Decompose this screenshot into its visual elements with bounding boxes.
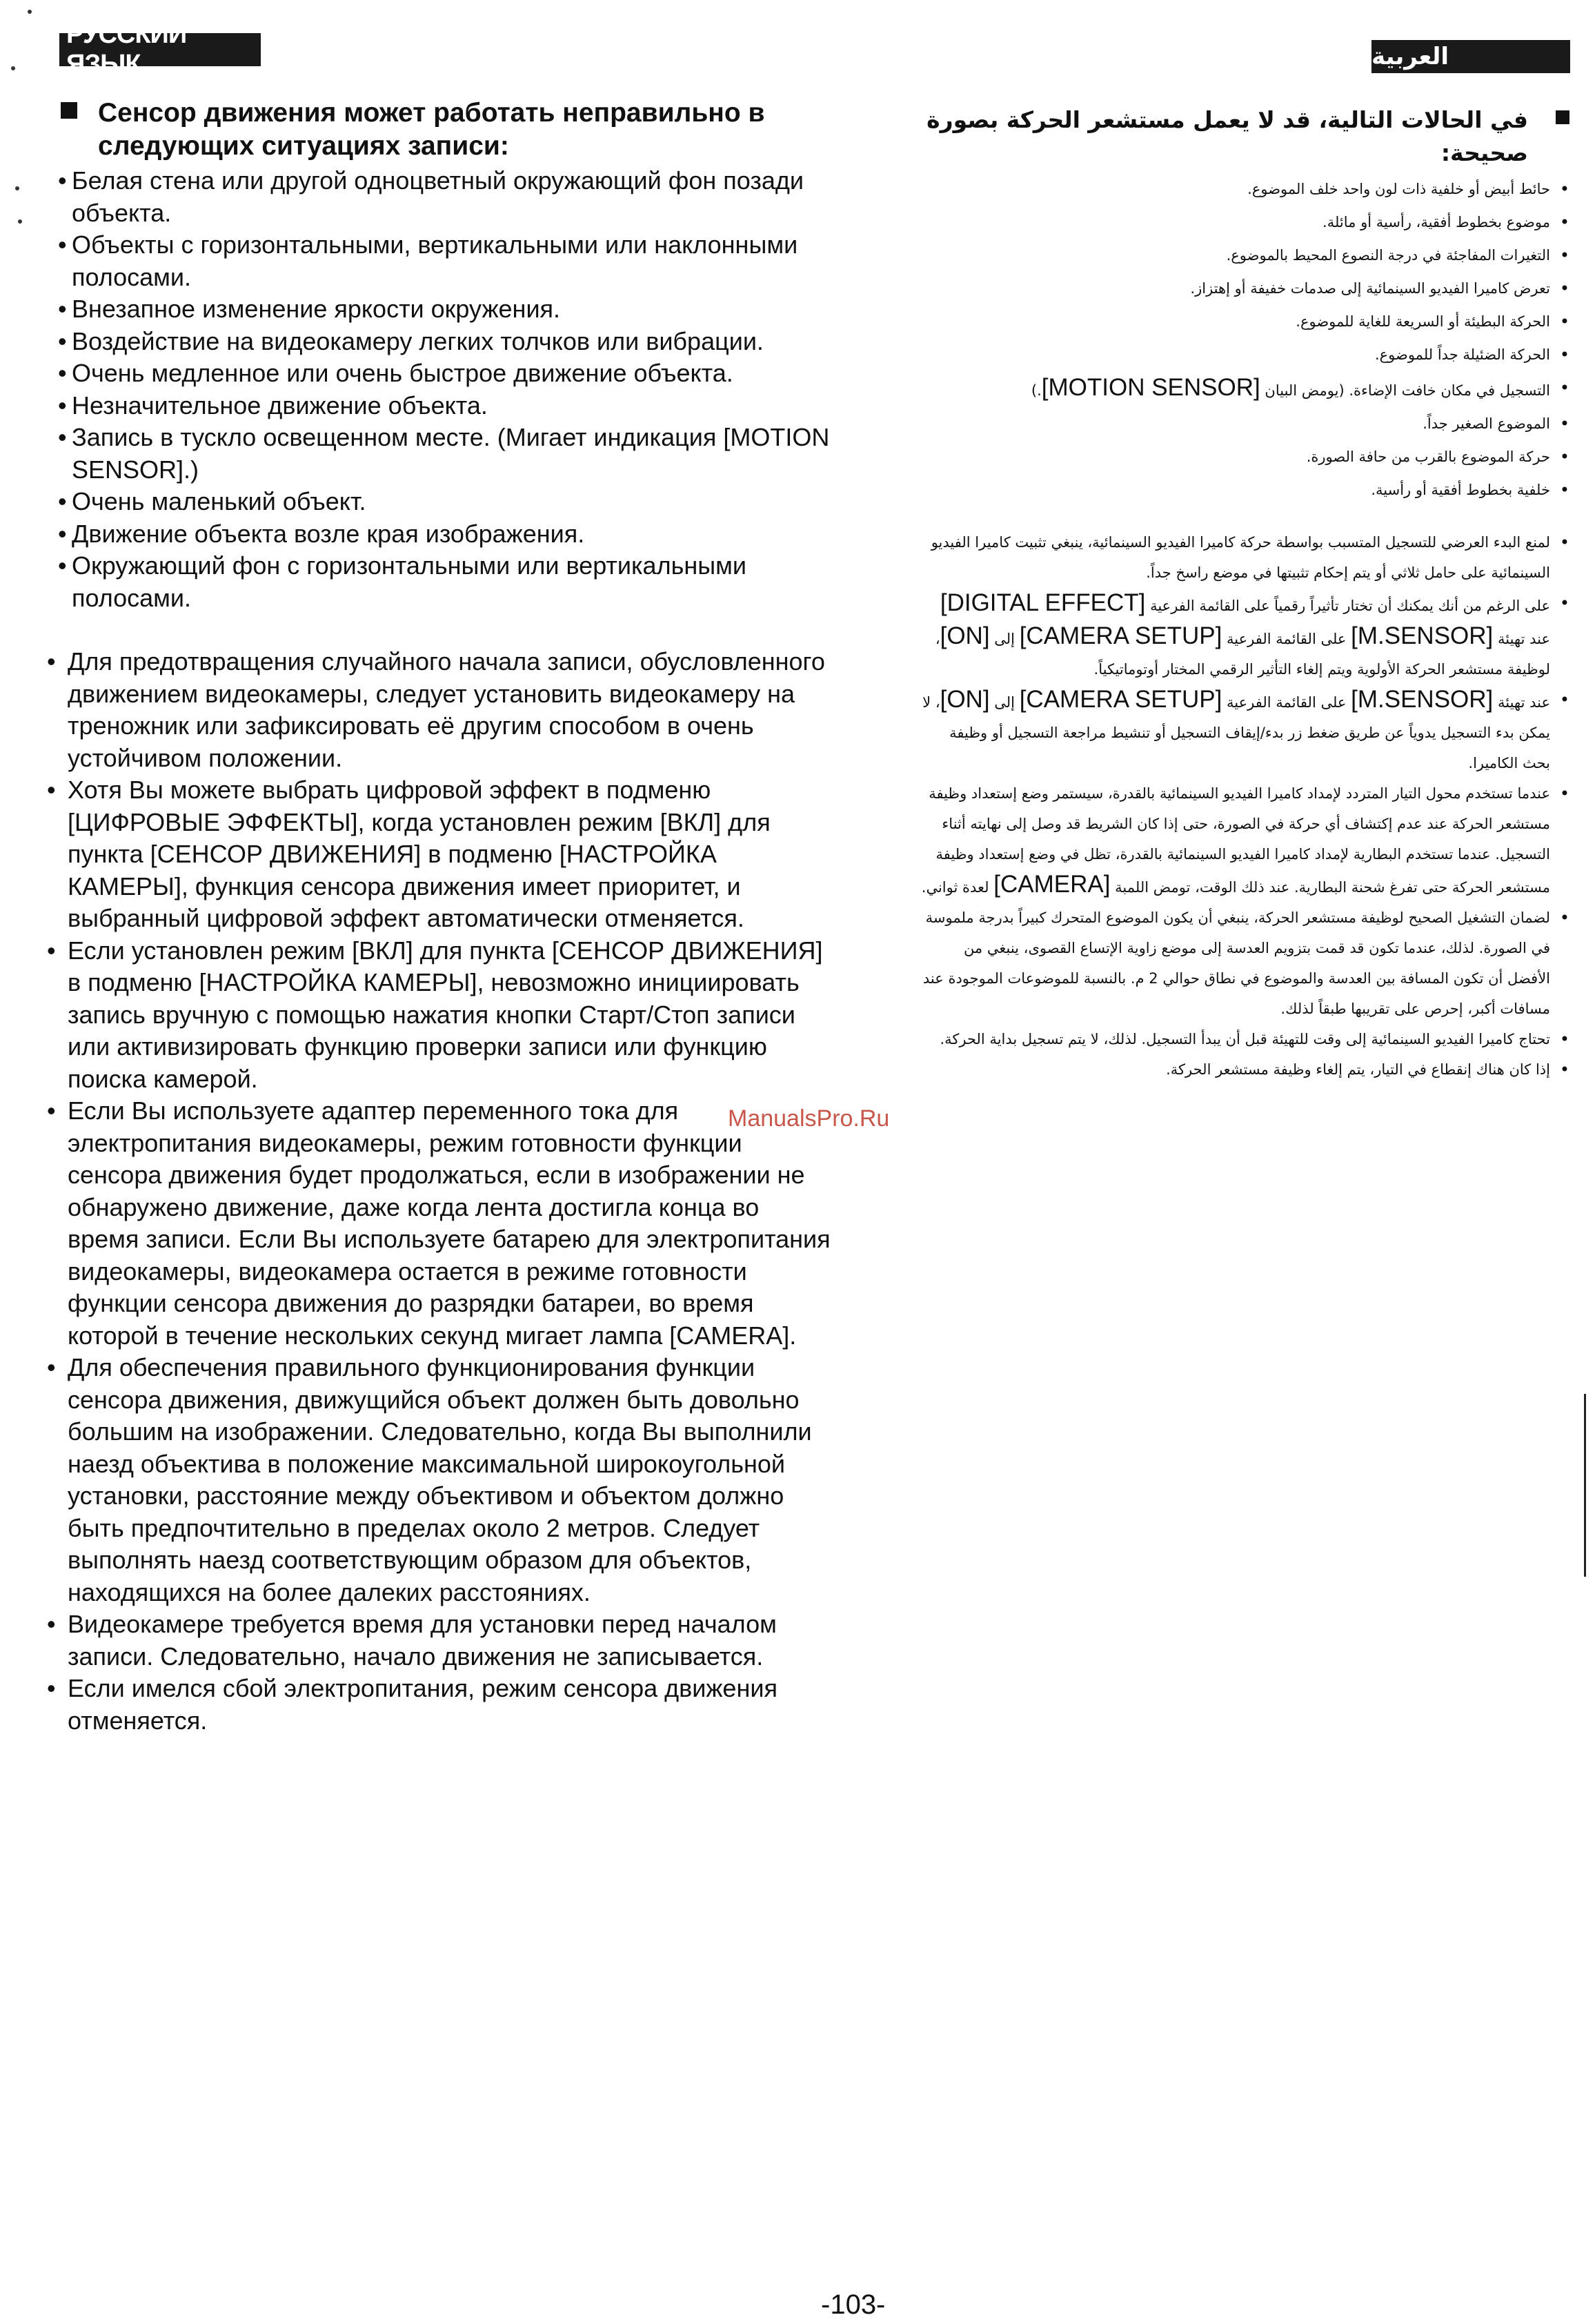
list-item: • Хотя Вы можете выбрать цифровой эффект в подменю [ЦИФРОВЫЕ ЭФФЕКТЫ], когда установлен режим [ВКЛ] для пункта [СЕНСОР ДВИЖЕНИЯ] в подменю [НАСТРОЙКА КАМЕРЫ], функция сенсора движения имеет приоритет, и выбранный цифровой эффект автоматически отменяется. xyxy=(47,776,771,932)
bullet-icon: • xyxy=(58,326,67,355)
scan-mark xyxy=(18,219,22,224)
list-item: • عند تهيئة [M.SENSOR] على القائمة الفرعية [CAMERA SETUP] إلى [ON]، لا يمكن بدء التسجيل يدوياً عن طريق ضغط زر بدء/إيقاف التسجيل أو تنشيط مراجعة التسجيل أو وظيفة بحث الكاميرا. xyxy=(922,686,1569,771)
list-item: • Внезапное изменение яркости окружения. xyxy=(41,293,835,326)
list-item: • عندما تستخدم محول التيار المتردد لإمداد كاميرا الفيديو السينمائية بالقدرة، سيستمر وضع إستعداد وظيفة مستشعر الحركة عند عدم إكتشاف أي حركة في الصورة، حتى إذا كان الشريط قد وصل إلى نهايته أثناء التسجيل. عندما تستخدم البطارية لإمداد كاميرا الفيديو السينمائية بالقدرة، تظل في وضع إستعداد وظيفة مستشعر الحركة حتى تفرغ شحنة البطارية. عند ذلك الوقت، تومض اللمبة [CAMERA] لعدة ثواني. xyxy=(921,778,1569,903)
bullet-icon: • xyxy=(1559,378,1569,397)
list-item: • تعرض كاميرا الفيديو السينمائية إلى صدمات خفيفة أو إهتزاز. xyxy=(921,272,1569,305)
bullet-icon: • xyxy=(1559,593,1569,613)
scan-mark xyxy=(11,66,15,70)
watermark: ManualsPro.Ru xyxy=(728,1105,890,1132)
bullet-icon: • xyxy=(58,166,67,195)
list-item: • Если Вы используете адаптер переменного тока для электропитания видеокамеры, режим готовности функции сенсора движения будет продолжаться, если в изображении не обнаружено движение, даже когда лента достигла конца во время записи. Если Вы используете батарею для электропитания видеокамеры, видеокамера остается в режиме готовности функции сенсора движения до разрядки батареи, во время которой в течение нескольких секунд мигает лампа [CAMERA]. xyxy=(47,1096,831,1350)
russian-column xyxy=(41,97,835,1737)
ru-notes-list xyxy=(41,646,835,1737)
bullet-icon: • xyxy=(1559,213,1569,232)
margin-rule xyxy=(1584,1394,1586,1577)
bullet-icon: • xyxy=(47,776,56,804)
list-item: • Очень медленное или очень быстрое движение объекта. xyxy=(41,357,835,390)
list-item: • حركة الموضوع بالقرب من حافة الصورة. xyxy=(921,440,1569,473)
bullet-icon: • xyxy=(1559,1030,1569,1049)
list-item: • موضوع بخطوط أفقية، رأسية أو مائلة. xyxy=(921,206,1569,239)
bullet-icon: • xyxy=(1559,312,1569,331)
page-number: -103- xyxy=(821,2289,886,2320)
list-item: • الحركة البطيئة أو السريعة للغاية للموضوع. xyxy=(921,305,1569,338)
list-item: • على الرغم من أنك يمكنك أن تختار تأثيراً رقمياً على القائمة الفرعية [DIGITAL EFFECT] عند تهيئة [M.SENSOR] على القائمة الفرعية [CAMERA SETUP] إلى [ON]، لوظيفة مستشعر الحركة الأولوية ويتم إلغاء التأثير الرقمي المختار أوتوماتيكياً. xyxy=(935,589,1569,678)
bullet-icon: • xyxy=(1559,908,1569,927)
list-item: • Для предотвращения случайного начала записи, обусловленного движением видеокамеры, следует установить видеокамеру на треножник или зафиксировать её другим способом в очень устойчивом положении. xyxy=(47,647,825,772)
list-item: • Запись в тускло освещенном месте. (Мигает индикация [MOTION SENSOR].) xyxy=(58,423,830,484)
list-item: • Окружающий фон с горизонтальными или вертикальными полосами. xyxy=(58,551,746,612)
bullet-icon: • xyxy=(47,1096,56,1125)
list-item: • لضمان التشغيل الصحيح لوظيفة مستشعر الحركة، ينبغي أن يكون الموضوع المتحرك كبيراً بدرجة ملموسة في الصورة. لذلك، عندما تكون قد قمت بتزويم العدسة إلى موضع زاوية الإتساع القصوى، ينبغي من الأفضل أن تكون المسافة بين العدسة والموضوع في نطاق حوالي 2 م. بالنسبة للموضوعات الموجودة عند مسافات أكبر، إحرص على تقريبها طبقاً لذلك. xyxy=(921,903,1569,1024)
bullet-icon: • xyxy=(47,1610,56,1638)
list-item: • Объекты с горизонтальными, вертикальными или наклонными полосами. xyxy=(58,230,798,291)
arabic-column xyxy=(921,104,1569,1085)
square-bullet-icon xyxy=(1556,110,1569,124)
list-item: • الموضوع الصغير جداً. xyxy=(921,407,1569,440)
scan-mark xyxy=(28,10,32,14)
list-item: • التغيرات المفاجئة في درجة النصوع المحيط بالموضوع. xyxy=(921,239,1569,272)
ru-situation-list xyxy=(41,165,835,614)
bullet-icon: • xyxy=(1559,345,1569,364)
list-item: • تحتاج كاميرا الفيديو السينمائية إلى وقت للتهيئة قبل أن يبدأ التسجيل. لذلك، لا يتم تسجيل بداية الحركة. xyxy=(921,1024,1569,1054)
list-item: • Воздействие на видеокамеру легких толчков или вибрации. xyxy=(41,326,835,358)
bullet-icon: • xyxy=(47,936,56,965)
ar-notes-list xyxy=(921,527,1569,1085)
bullet-icon: • xyxy=(58,359,67,387)
list-item: • Видеокамере требуется время для установки перед началом записи. Следовательно, начало движения не записывается. xyxy=(47,1610,777,1671)
list-item: • Незначительное движение объекта. xyxy=(41,390,835,422)
bullet-icon: • xyxy=(58,391,67,420)
ar-section-heading: في الحالات التالية، قد لا يعمل مستشعر الحركة بصورة صحيحة: xyxy=(921,104,1569,170)
ru-section-heading: Сенсор движения может работать неправильно в следующих ситуациях записи: xyxy=(41,97,835,163)
bullet-icon: • xyxy=(58,519,67,548)
bullet-icon: • xyxy=(1559,480,1569,500)
bullet-icon: • xyxy=(1559,533,1569,552)
scan-mark xyxy=(15,186,19,190)
bullet-icon: • xyxy=(58,551,67,580)
bullet-icon: • xyxy=(47,647,56,676)
list-item: • Очень маленький объект. xyxy=(41,486,835,518)
list-item: • Для обеспечения правильного функционирования функции сенсора движения, движущийся объект должен быть довольно большим на изображении. Следовательно, когда Вы выполнили наезд объектива в положение максимальной широкоугольной установки, расстояние между объективом и объектом должно быть предпочтительно в пределах около 2 метров. Следует выполнять наезд соответствующим образом для объектов, находящихся на более далеких расстояниях. xyxy=(47,1353,812,1606)
bullet-icon: • xyxy=(1559,1060,1569,1079)
bullet-icon: • xyxy=(1559,414,1569,433)
list-item: • التسجيل في مكان خافت الإضاءة. (يومض البيان [MOTION SENSOR].) xyxy=(921,371,1569,407)
list-item: • Если имелся сбой электропитания, режим сенсора движения отменяется. xyxy=(47,1674,777,1735)
bullet-icon: • xyxy=(58,230,67,259)
ar-situation-list xyxy=(921,173,1569,506)
list-item: • Движение объекта возле края изображения. xyxy=(41,518,835,551)
bullet-icon: • xyxy=(58,487,67,515)
list-item: • لمنع البدء العرضي للتسجيل المتسبب بواسطة حركة كاميرا الفيديو السينمائية، ينبغي تثبيت كاميرا الفيديو السينمائية على حامل ثلاثي أو يتم إحكام تثبيتها في موضع راسخ جداً. xyxy=(921,527,1569,588)
bullet-icon: • xyxy=(1559,179,1569,199)
bullet-icon: • xyxy=(1559,784,1569,803)
bullet-icon: • xyxy=(58,423,67,451)
list-item: • خلفية بخطوط أفقية أو رأسية. xyxy=(921,473,1569,506)
arabic-language-tab: العربية xyxy=(1371,40,1570,73)
list-item: • Белая стена или другой одноцветный окружающий фон позади объекта. xyxy=(58,166,804,227)
list-item: • إذا كان هناك إنقطاع في التيار، يتم إلغاء وظيفة مستشعر الحركة. xyxy=(921,1054,1569,1085)
bullet-icon: • xyxy=(1559,690,1569,709)
bullet-icon: • xyxy=(1559,447,1569,466)
bullet-icon: • xyxy=(47,1353,56,1381)
square-bullet-icon xyxy=(61,102,77,119)
bullet-icon: • xyxy=(47,1674,56,1702)
bullet-icon: • xyxy=(1559,279,1569,298)
list-item: • حائط أبيض أو خلفية ذات لون واحد خلف الموضوع. xyxy=(921,173,1569,206)
list-item: • الحركة الضئيلة جداً للموضوع. xyxy=(921,338,1569,371)
list-item: • Если установлен режим [ВКЛ] для пункта [СЕНСОР ДВИЖЕНИЯ] в подменю [НАСТРОЙКА КАМЕРЫ], невозможно инициировать запись вручную с помощью нажатия кнопки Старт/Стоп записи или активизировать функцию проверки записи или функцию поиска камерой. xyxy=(47,936,823,1093)
bullet-icon: • xyxy=(58,295,67,323)
russian-language-tab: РУССКИЙ ЯЗЫК xyxy=(59,33,261,66)
bullet-icon: • xyxy=(1559,246,1569,265)
